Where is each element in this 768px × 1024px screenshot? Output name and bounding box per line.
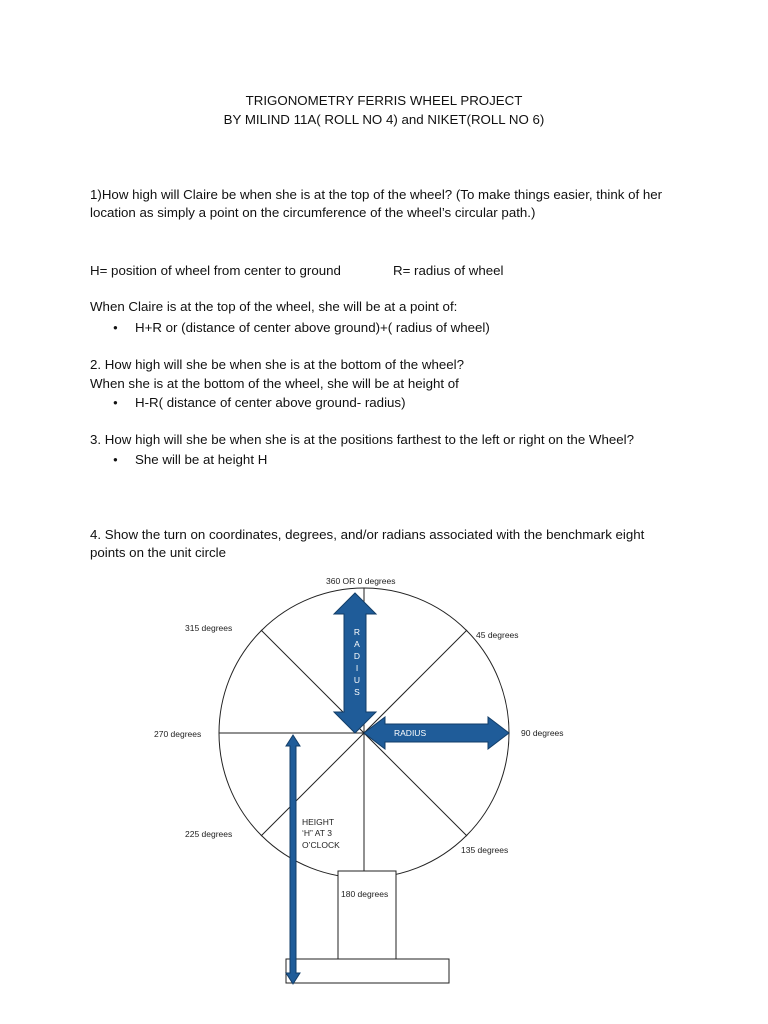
height-arrow [286, 735, 300, 984]
height-note-line-2: ‘H” AT 3 [302, 828, 332, 838]
radius-horizontal-label: RADIUS [394, 728, 427, 738]
height-note-line-1: HEIGHT [302, 817, 335, 827]
label-360-degrees: 360 OR 0 degrees [326, 576, 396, 586]
question-2: 2. How high will she be when she is at the bottom of the wheel? [90, 357, 465, 372]
ground-base [286, 959, 449, 983]
answer-3-bullet: ● She will be at height H [135, 451, 267, 469]
title-line-2: BY MILIND 11A( ROLL NO 4) and NIKET(ROLL NO 6) [223, 112, 545, 127]
label-45-degrees: 45 degrees [476, 630, 519, 640]
radius-vertical-label: RADIUS [352, 627, 362, 699]
answer-2-bullet: ● H-R( distance of center above ground- radius) [135, 394, 406, 412]
height-note-line-3: O’CLOCK [302, 840, 340, 850]
question-1: 1)How high will Claire be when she is at the top of the wheel? (To make things easier, think of her location as simply a point on the circumference of the wheel’s circular path.) [90, 187, 663, 220]
answer-1-intro: When Claire is at the top of the wheel, she will be at a point of: [90, 299, 458, 314]
answer-2-intro: When she is at the bottom of the wheel, she will be at height of [90, 376, 459, 391]
question-3: 3. How high will she be when she is at the positions farthest to the left or right on the Wheel? [90, 432, 634, 447]
label-225-degrees: 225 degrees [185, 829, 233, 839]
definition-h: H= position of wheel from center to ground [90, 263, 341, 278]
definition-r: R= radius of wheel [393, 263, 504, 278]
label-90-degrees: 90 degrees [521, 728, 564, 738]
support-post [338, 871, 396, 959]
label-135-degrees: 135 degrees [461, 845, 509, 855]
radius-horizontal-arrow [364, 717, 509, 749]
label-270-degrees: 270 degrees [154, 729, 202, 739]
title-line-1: TRIGONOMETRY FERRIS WHEEL PROJECT [245, 93, 523, 108]
question-4: 4. Show the turn on coordinates, degrees, and/or radians associated with the benchmark eight points on the unit circle [90, 527, 645, 560]
label-180-degrees: 180 degrees [341, 889, 389, 899]
label-315-degrees: 315 degrees [185, 623, 233, 633]
answer-1-bullet: ● H+R or (distance of center above ground)+( radius of wheel) [135, 319, 490, 337]
